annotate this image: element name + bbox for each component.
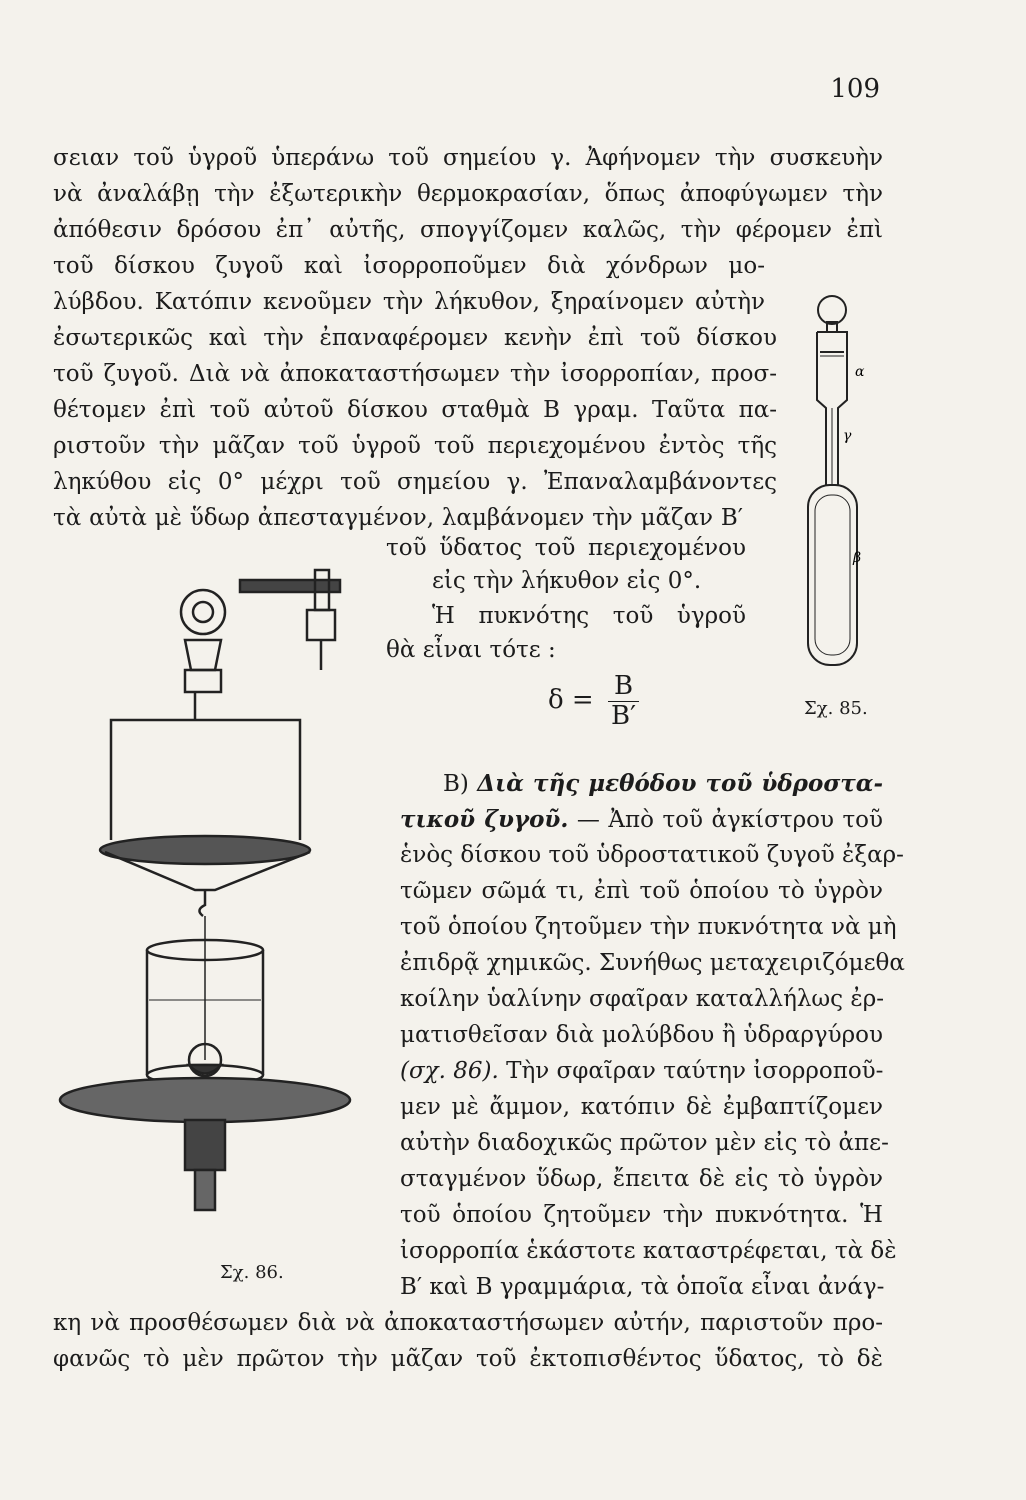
text-line: τοῦ ὕδατος τοῦ περιεχομένου bbox=[386, 535, 746, 561]
text-line: τοῦ ζυγοῦ. Διὰ νὰ ἀποκαταστήσωμεν τὴν ἰσορροπίαν, προσ- bbox=[53, 361, 777, 387]
text-line: μεν μὲ ἄμμον, κατόπιν δὲ ἐμβαπτίζομεν bbox=[400, 1094, 883, 1120]
figure-86-hydrostatic-balance bbox=[45, 560, 375, 1230]
formula-numerator: Β bbox=[608, 672, 639, 702]
section-heading bbox=[443, 770, 883, 799]
text-line: ἑνὸς δίσκου τοῦ ὑδροστατικοῦ ζυγοῦ ἐξαρ- bbox=[400, 842, 904, 868]
fig85-label-g: γ bbox=[843, 428, 852, 444]
text-line: τοῦ ὁποίου ζητοῦμεν τὴν πυκνότητα νὰ μὴ bbox=[400, 914, 897, 940]
fig85-label-a: α bbox=[855, 364, 865, 380]
figure-85-pycnometer bbox=[795, 290, 885, 680]
text-line: λύβδου. Κατόπιν κενοῦμεν τὴν λήκυθον, ξηραίνομεν αὐτὴν bbox=[53, 289, 765, 315]
text-line: νὰ ἀναλάβῃ τὴν ἐξωτερικὴν θερμοκρασίαν, ὅπως ἀποφύγωμεν τὴν bbox=[53, 181, 883, 207]
text-line: εἰς τὴν λήκυθον εἰς 0°. bbox=[432, 568, 702, 594]
text-line: κη νὰ προσθέσωμεν διὰ νὰ ἀποκαταστήσωμεν αὐτήν, παριστοῦν προ- bbox=[53, 1310, 883, 1336]
text-line: ἰσορροπία ἑκάστοτε καταστρέφεται, τὰ δὲ bbox=[400, 1238, 897, 1264]
text-line: ληκύθου εἰς 0° μέχρι τοῦ σημείου γ. Ἐπαναλαμβάνοντες bbox=[53, 469, 777, 495]
fig85-label-b: β bbox=[853, 550, 862, 566]
text-line: τῶμεν σῶμά τι, ἐπὶ τοῦ ὁποίου τὸ ὑγρὸν bbox=[400, 878, 883, 904]
text-line: Ἡ πυκνότης τοῦ ὑγροῦ bbox=[432, 603, 746, 629]
density-formula bbox=[548, 672, 639, 730]
text-line: ριστοῦν τὴν μᾶζαν τοῦ ὑγροῦ τοῦ περιεχομένου ἐντὸς τῆς bbox=[53, 433, 777, 459]
text-line: τὰ αὐτὰ μὲ ὕδωρ ἀπεσταγμένον, λαμβάνομεν τὴν μᾶζαν Β′ bbox=[53, 505, 743, 531]
formula-fraction bbox=[608, 672, 639, 730]
text-line: ἀπόθεσιν δρόσου ἐπ᾿ αὐτῆς, σπογγίζομεν καλῶς, τὴν φέρομεν ἐπὶ bbox=[53, 217, 883, 243]
heading-marker: Β) bbox=[443, 771, 469, 797]
figure-reference: (σχ. 86). bbox=[400, 1058, 499, 1084]
text-line: τοῦ δίσκου ζυγοῦ καὶ ἰσορροποῦμεν διὰ χόνδρων μο- bbox=[53, 253, 765, 279]
text-line: ματισθεῖσαν διὰ μολύβδου ἢ ὑδραργύρου bbox=[400, 1022, 883, 1048]
text-line: κοίλην ὑαλίνην σφαῖραν καταλλήλως ἐρ- bbox=[400, 986, 885, 1012]
text-line: θέτομεν ἐπὶ τοῦ αὐτοῦ δίσκου σταθμὰ Β γραμ. Ταῦτα πα- bbox=[53, 397, 777, 423]
text-line bbox=[400, 1058, 883, 1086]
page-number: 109 bbox=[830, 74, 880, 104]
text-line: σειαν τοῦ ὑγροῦ ὑπεράνω τοῦ σημείου γ. Ἀφήνομεν τὴν συσκευὴν bbox=[53, 145, 883, 171]
heading-title-end: τικοῦ ζυγοῦ. bbox=[400, 806, 569, 833]
fig86-caption: Σχ. 86. bbox=[220, 1262, 284, 1283]
text-line: ἐπιδρᾷ χημικῶς. Συνήθως μεταχειριζόμεθα bbox=[400, 950, 905, 976]
text-line: φανῶς τὸ μὲν πρῶτον τὴν μᾶζαν τοῦ ἐκτοπισθέντος ὕδατος, τὸ δὲ bbox=[53, 1346, 883, 1372]
text-fragment: Τὴν σφαῖραν ταύτην ἰσορροποῦ- bbox=[506, 1058, 884, 1084]
heading-title: Διὰ τῆς μεθόδου τοῦ ὑδροστα- bbox=[477, 770, 883, 797]
text-line: ἐσωτερικῶς καὶ τὴν ἐπαναφέρομεν κενὴν ἐπὶ τοῦ δίσκου bbox=[53, 325, 777, 351]
text-line: τοῦ ὁποίου ζητοῦμεν τὴν πυκνότητα. Ἡ bbox=[400, 1202, 883, 1228]
fig85-caption: Σχ. 85. bbox=[804, 698, 868, 719]
section-heading-continued bbox=[400, 806, 883, 835]
text-line: αὐτὴν διαδοχικῶς πρῶτον μὲν εἰς τὸ ἀπε- bbox=[400, 1130, 889, 1156]
text-line: Β′ καὶ Β γραμμάρια, τὰ ὁποῖα εἶναι ἀνάγ- bbox=[400, 1274, 885, 1300]
formula-lhs: δ = bbox=[548, 685, 594, 716]
text-line: σταγμένον ὕδωρ, ἔπειτα δὲ εἰς τὸ ὑγρὸν bbox=[400, 1166, 883, 1192]
heading-rest: — Ἀπὸ τοῦ ἀγκίστρου τοῦ bbox=[576, 807, 883, 833]
formula-denominator: Β′ bbox=[611, 700, 637, 731]
text-line: θὰ εἶναι τότε : bbox=[386, 637, 556, 663]
